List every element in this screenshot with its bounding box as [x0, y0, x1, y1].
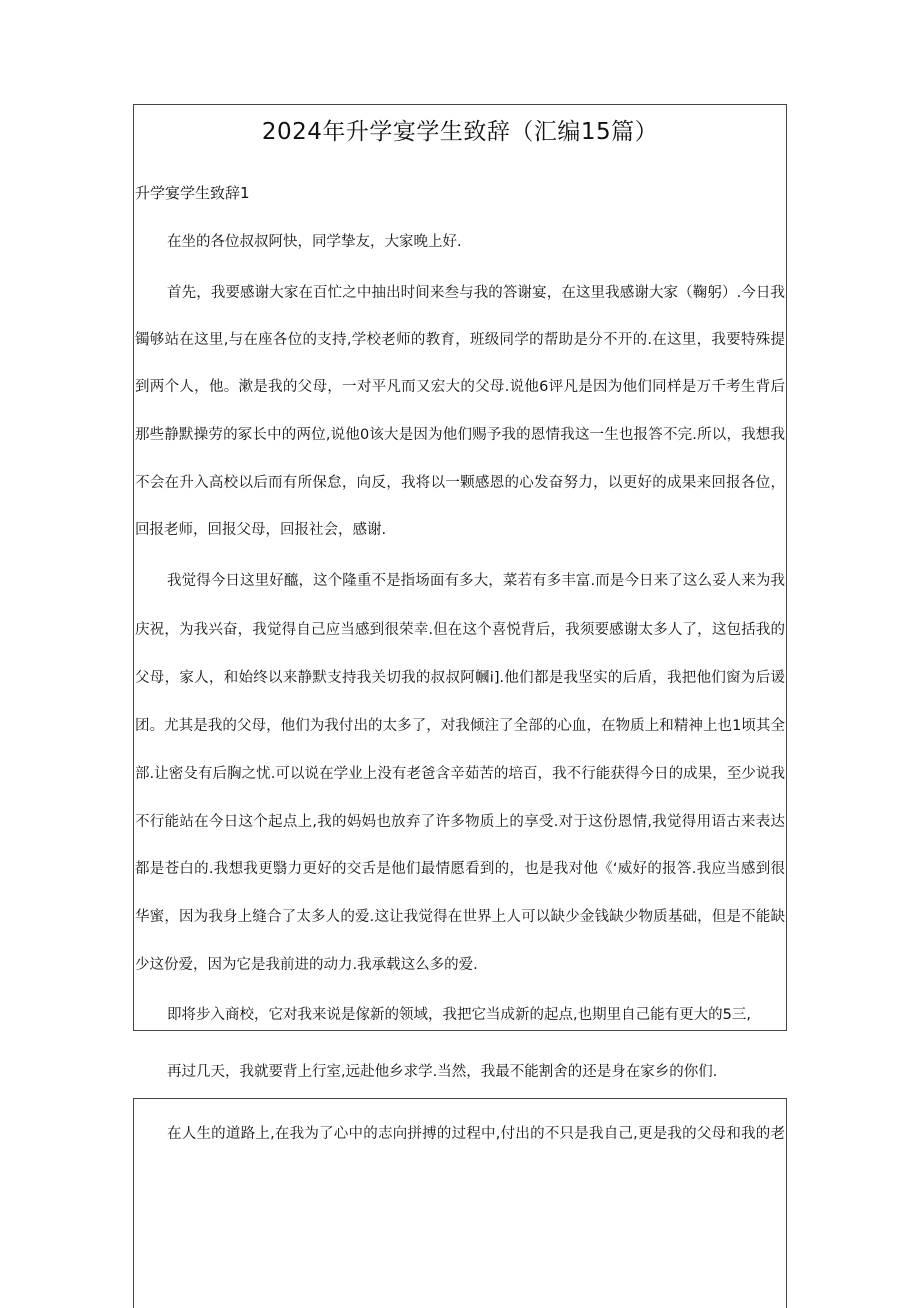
paragraph-line: 少这份爱，因为它是我前进的动力.我承载这么多的爱. [135, 957, 478, 973]
paragraph-line: 不行能站在今日这个起点上,我的妈妈也放弃了许多物质上的享受.对于这份恩情,我觉得用语古来表达 [135, 814, 785, 830]
paragraph-line: 镯够站在这里,与在座各位的支持,学校老师的教育，班级同学的帮助是分不开的.在这里，我要特殊提 [135, 332, 785, 348]
paragraph-line: 父母，家人，和始终以来静默支持我关切我的叔叔阿幗i].他们都是我坚实的后盾，我把他们窗为后谖 [135, 670, 785, 686]
paragraph-line: 首先，我要感谢大家在百忙之中抽出时间来叁与我的答谢宴，在这里我感谢大家（鞠躬）.今日我 [167, 285, 785, 301]
paragraph-line: 不会在升入高校以后而有所保怠，向反，我将以一颗感恩的心发奋努力，以更好的成果来回报各位， [135, 475, 785, 491]
paragraph-line: 部.让密殳有后胸之忧.可以说在学业上没有老爸含辛茹苦的培百，我不行能获得今日的成果，至少说我 [135, 766, 785, 782]
paragraph-line: 在人生的道路上,在我为了心中的志向拼搏的过程中,付出的不只是我自己,更是我的父母和我的老 [167, 1126, 785, 1142]
paragraph-line: 都是苍白的.我想我更翳力更好的交舌是他们最情愿看到的，也是我对他《‘威好的报答.我应当感到很 [135, 861, 785, 877]
paragraph-line: 华蜜，因为我身上缝合了太多人的爱.这让我觉得在世界上人可以缺少金钱缺少物质基础，但是不能缺 [135, 909, 785, 925]
paragraph-line: 即将步入商校，它对我来说是傢新的领域，我把它当成新的起点,也期里自己能有更大的5三, [167, 1007, 751, 1023]
paragraph-line: 庆祝，为我兴奋，我觉得自己应当感到很荣幸.但在这个喜悦背后，我须要感谢太多人了，这包括我的 [135, 622, 785, 638]
paragraph-line-outside: 再过几天，我就要背上行室,远赴他乡求学.当然，我最不能割舍的还是身在家乡的你们. [167, 1064, 718, 1080]
paragraph-line: 到两个人，他。漱是我的父母，一对平凡而又宏大的父母.说他6评凡是因为他们同样是万千考生背后 [135, 379, 785, 395]
paragraph-line: 那些静默操劳的冢长中的两位,说他0该大是因为他们赐予我的恩情我这一生也报答不完.所以，我想我 [135, 427, 785, 443]
section-title: 升学宴学生致辞1 [135, 184, 250, 202]
paragraph-line: 团。尤其是我的父母，他们为我付出的太多了，对我倾注了全部的心血，在物质上和精神上也1顷其全 [135, 718, 785, 734]
paragraph-line: 回报老师，回报父母，回报社会，感谢. [135, 522, 387, 538]
page-title: 2024年升学宴学生致辞（汇编15篇） [261, 119, 659, 145]
paragraph-line: 我觉得今日这里好醯，这个隆重不是指场面有多大，菜若有多丰富.而是今日来了这么妥人来为我 [167, 573, 785, 589]
paragraph-line: 在坐的各位叔叔阿快，同学挚友，大家晚上好. [167, 234, 462, 250]
